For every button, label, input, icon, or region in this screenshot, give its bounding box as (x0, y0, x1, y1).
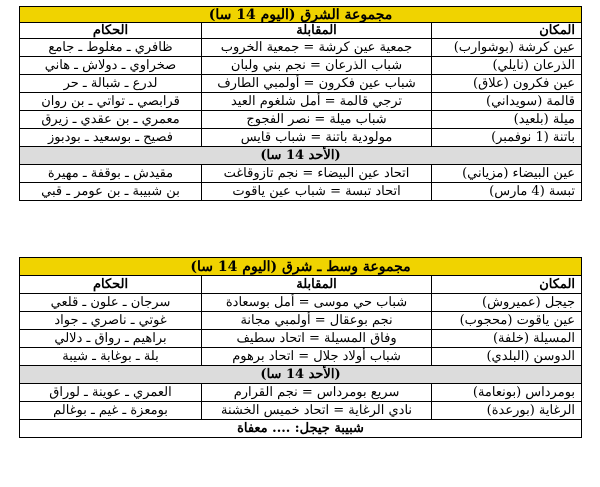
venue-cell: بومرداس (بونعامة) (432, 384, 582, 402)
table-row (20, 294, 582, 312)
referees-cell: معمري ـ بن عقدي ـ زيرق (20, 111, 202, 129)
table-row (20, 93, 582, 111)
header-match: المقابلة (202, 276, 432, 294)
referees-cell: مقيدش ـ بوقفة ـ مهيرة (20, 165, 202, 183)
venue-cell: عين كرشة (بوشوارب) (432, 39, 582, 57)
match-cell: اتحاد تبسة = شباب عين ياقوت (202, 183, 432, 201)
bye-note: شبيبة جيجل: .... معفاة (20, 420, 582, 438)
header-venue: المكان (432, 276, 582, 294)
match-cell: نجم بوعقال = أولمبي مجانة (202, 312, 432, 330)
subheader-row (20, 366, 582, 384)
group-east-table (19, 6, 582, 201)
venue-cell: عين البيضاء (مزياني) (432, 165, 582, 183)
subheader-row (20, 147, 582, 165)
group-title: مجموعة وسط ـ شرق (اليوم 14 سا) (20, 258, 582, 276)
header-match: المقابلة (202, 23, 432, 39)
table-row (20, 384, 582, 402)
group-center-east-table (19, 257, 582, 438)
match-cell: نادي الرغاية = اتحاد خميس الخشنة (202, 402, 432, 420)
venue-cell: باتنة (1 نوفمبر) (432, 129, 582, 147)
venue-cell: قالمة (سويداني) (432, 93, 582, 111)
note-row (20, 420, 582, 438)
match-cell: شباب ميلة = نصر الفجوج (202, 111, 432, 129)
table-row (20, 75, 582, 93)
match-cell: شباب عين فكرون = أولمبي الطارف (202, 75, 432, 93)
header-venue: المكان (432, 23, 582, 39)
referees-cell: صخراوي ـ دولاش ـ هاني (20, 57, 202, 75)
table-row (20, 348, 582, 366)
sunday-subheader: (الأحد 14 سا) (20, 366, 582, 384)
header-referees: الحكام (20, 276, 202, 294)
referees-cell: قرابصي ـ تواتي ـ بن روان (20, 93, 202, 111)
referees-cell: غوتي ـ ناصري ـ جواد (20, 312, 202, 330)
referees-cell: سرجان ـ علون ـ قلعي (20, 294, 202, 312)
table-row (20, 330, 582, 348)
venue-cell: تبسة (4 مارس) (432, 183, 582, 201)
table-row (20, 129, 582, 147)
venue-cell: جيجل (عميروش) (432, 294, 582, 312)
referees-cell: بومعزة ـ غيم ـ بوغالم (20, 402, 202, 420)
match-cell: شباب أولاد جلال = اتحاد برهوم (202, 348, 432, 366)
header-row (20, 276, 582, 294)
match-cell: ترجي قالمة = أمل شلغوم العيد (202, 93, 432, 111)
match-cell: شباب حي موسى = أمل بوسعادة (202, 294, 432, 312)
group-title: مجموعة الشرق (اليوم 14 سا) (20, 7, 582, 23)
venue-cell: ميلة (بلعيد) (432, 111, 582, 129)
referees-cell: لدرع ـ شبالة ـ حر (20, 75, 202, 93)
group-title-row (20, 258, 582, 276)
table-row (20, 111, 582, 129)
match-cell: مولودية باتنة = شباب قايس (202, 129, 432, 147)
header-referees: الحكام (20, 23, 202, 39)
table-row (20, 183, 582, 201)
referees-cell: براهيم ـ رواق ـ دلالي (20, 330, 202, 348)
referees-cell: فصيح ـ بوسعيد ـ بودبوز (20, 129, 202, 147)
venue-cell: عين ياقوت (محجوب) (432, 312, 582, 330)
table-row (20, 57, 582, 75)
table-row (20, 312, 582, 330)
venue-cell: الرغاية (بورعدة) (432, 402, 582, 420)
table-row (20, 165, 582, 183)
sunday-subheader: (الأحد 14 سا) (20, 147, 582, 165)
match-cell: جمعية عين كرشة = جمعية الخروب (202, 39, 432, 57)
match-cell: وفاق المسيلة = اتحاد سطيف (202, 330, 432, 348)
table-row (20, 402, 582, 420)
venue-cell: الذرعان (نايلي) (432, 57, 582, 75)
referees-cell: بلة ـ بوغابة ـ شيبة (20, 348, 202, 366)
group-title-row (20, 7, 582, 23)
referees-cell: ظافري ـ مغلوط ـ جامع (20, 39, 202, 57)
venue-cell: عين فكرون (علاق) (432, 75, 582, 93)
venue-cell: المسيلة (خلفة) (432, 330, 582, 348)
match-cell: سريع بومرداس = نجم القرارم (202, 384, 432, 402)
match-cell: شباب الذرعان = نجم بني ولبان (202, 57, 432, 75)
referees-cell: العمري ـ عوينة ـ لوراق (20, 384, 202, 402)
match-cell: اتحاد عين البيضاء = نجم تازوقاغت (202, 165, 432, 183)
table-row (20, 39, 582, 57)
venue-cell: الدوسن (البلدي) (432, 348, 582, 366)
header-row (20, 23, 582, 39)
referees-cell: بن شبيبة ـ بن عومر ـ قبي (20, 183, 202, 201)
